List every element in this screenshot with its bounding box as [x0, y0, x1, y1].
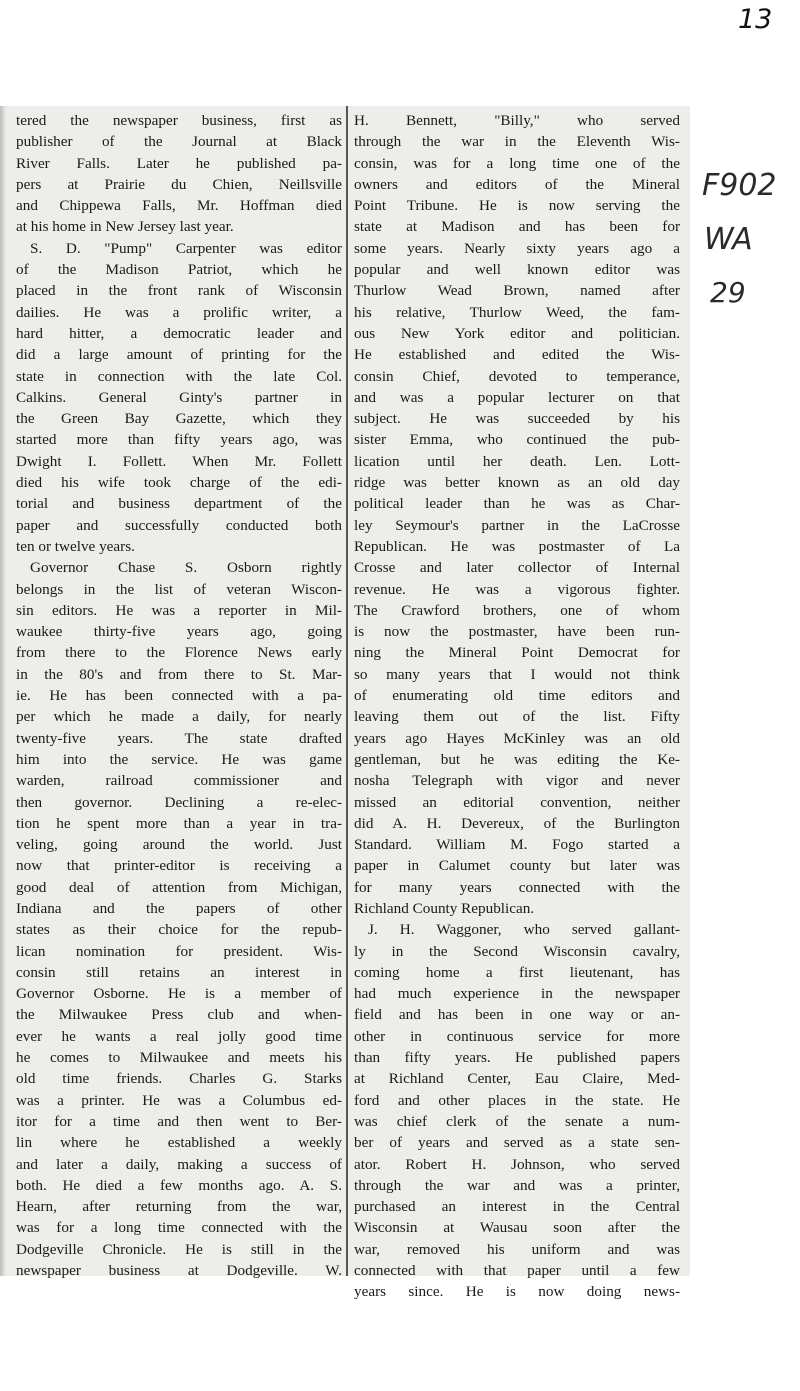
text-line: and later a daily, making a success of [16, 1155, 342, 1173]
text-line: placed in the front rank of Wisconsin [16, 282, 342, 300]
text-line: through the war in the Eleventh Wis- [354, 133, 680, 151]
text-line: then governor. Declining a re-elec- [16, 793, 342, 811]
text-line: pers at Prairie du Chien, Neillsville [16, 175, 342, 193]
margin-note-state: WA [704, 222, 753, 257]
text-line: of the Madison Patriot, which he [16, 261, 342, 279]
text-line: consin Chief, devoted to temperance, [354, 367, 680, 385]
text-line: Indiana and the papers of other [16, 899, 342, 917]
text-line: S. D. "Pump" Carpenter was editor [30, 239, 342, 257]
text-line: H. Bennett, "Billy," who served [354, 112, 680, 129]
text-line: state in connection with the late Col. [16, 367, 342, 385]
text-line: leaving them out of the list. Fifty [354, 708, 680, 726]
text-line: Dwight I. Follett. When Mr. Follett [16, 452, 342, 470]
text-line: state at Madison and has been for [354, 218, 680, 236]
text-line: per which he made a daily, for nearly [16, 708, 342, 726]
text-line: through the war and was a printer, [354, 1176, 680, 1194]
text-line: Governor Osborne. He is a member of [16, 985, 342, 1003]
text-line: waukee thirty-five years ago, going [16, 623, 342, 641]
text-line: he comes to Milwaukee and meets his [16, 1049, 342, 1067]
text-line: ly in the Second Wisconsin cavalry, [354, 942, 680, 960]
text-line: coming home a first lieutenant, has [354, 963, 680, 981]
text-line: lication until her death. Len. Lott- [354, 452, 680, 470]
text-line: other in continuous service for more [354, 1027, 680, 1045]
text-line: at Richland Center, Eau Claire, Med- [354, 1070, 680, 1088]
text-line: the Milwaukee Press club and when- [16, 1006, 342, 1024]
text-line: torial and business department of the [16, 495, 342, 513]
text-line: ridge was better known as an old day [354, 474, 680, 492]
text-line: in the 80's and from there to St. Mar- [16, 665, 342, 683]
text-line: some years. Nearly sixty years ago a [354, 239, 680, 257]
article-column-left [16, 110, 342, 1280]
text-line: for many years connected with the [354, 878, 680, 896]
text-line: J. H. Waggoner, who served gallant- [368, 921, 680, 939]
text-line: of enumerating old time editors and [354, 687, 680, 705]
text-line: hard hitter, a democratic leader and [16, 324, 342, 342]
margin-note-number: 29 [710, 276, 746, 309]
text-line: ous New York editor and politician. [354, 324, 680, 342]
text-line: his relative, Thurlow Weed, the fam- [354, 303, 680, 321]
text-line: so many years that I would not think [354, 665, 680, 683]
text-line: ford and other places in the state. He [354, 1091, 680, 1109]
text-line: and Chippewa Falls, Mr. Hoffman died [16, 197, 342, 215]
text-line: warden, railroad commissioner and [16, 772, 342, 790]
text-line: ator. Robert H. Johnson, who served [354, 1155, 680, 1173]
text-line: owners and editors of the Mineral [354, 175, 680, 193]
text-line: Hearn, after returning from the war, [16, 1198, 342, 1216]
text-line: Governor Chase S. Osborn rightly [30, 559, 342, 577]
text-line: lican nomination for president. Wis- [16, 942, 342, 960]
text-line: Thurlow Wead Brown, named after [354, 282, 680, 300]
text-line: The Crawford brothers, one of whom [354, 601, 680, 619]
text-line: started more than fifty years ago, was [16, 431, 342, 449]
text-line: Point Tribune. He is now serving the [354, 197, 680, 215]
text-line: Dodgeville Chronicle. He is still in the [16, 1240, 342, 1258]
article-column-right [354, 110, 680, 1301]
text-line: missed an editorial convention, neither [354, 793, 680, 811]
text-line: old time friends. Charles G. Starks [16, 1070, 342, 1088]
text-line: ber of years and served as a state sen- [354, 1134, 680, 1152]
text-line: both. He died a few months ago. A. S. [16, 1176, 342, 1194]
text-line: paper in Calumet county but later was [354, 857, 680, 875]
text-line: war, removed his uniform and was [354, 1240, 680, 1258]
text-line: years ago Hayes McKinley was an old [354, 729, 680, 747]
text-line: was for a long time connected with the [16, 1219, 342, 1237]
text-line: newspaper business at Dodgeville. W. [16, 1262, 342, 1280]
text-line: popular and well known editor was [354, 261, 680, 279]
text-line: lin where he established a weekly [16, 1134, 342, 1152]
text-line: than fifty years. He published papers [354, 1049, 680, 1067]
text-line: had much experience in the newspaper [354, 985, 680, 1003]
text-line: itor for a time and then went to Ber- [16, 1112, 342, 1130]
text-line: tion he spent more than a year in tra- [16, 814, 342, 832]
text-line: political leader than he was as Char- [354, 495, 680, 513]
column-divider [346, 106, 348, 1276]
text-line: twenty-five years. The state drafted [16, 729, 342, 747]
text-line: River Falls. Later he published pa- [16, 154, 342, 172]
text-line: did A. H. Devereux, of the Burlington [354, 814, 680, 832]
text-line: He established and edited the Wis- [354, 346, 680, 364]
text-line: paper and successfully conducted both [16, 516, 342, 534]
text-line: ning the Mineral Point Democrat for [354, 644, 680, 662]
text-line: publisher of the Journal at Black [16, 133, 342, 151]
text-line: sister Emma, who continued the pub- [354, 431, 680, 449]
text-line: ever he wants a real jolly good time [16, 1027, 342, 1045]
text-line: veling, going around the world. Just [16, 836, 342, 854]
clipping-shadow-edge [0, 106, 6, 1276]
text-line: from there to the Florence News early [16, 644, 342, 662]
text-line: did a large amount of printing for the [16, 346, 342, 364]
text-line: the Green Bay Gazette, which they [16, 410, 342, 428]
text-line: good deal of attention from Michigan, [16, 878, 342, 896]
text-line: Calkins. General Ginty's partner in [16, 388, 342, 406]
text-line: Crosse and later collector of Internal [354, 559, 680, 577]
text-line: ley Seymour's partner in the LaCrosse [354, 516, 680, 534]
text-line: states as their choice for the repub- [16, 921, 342, 939]
text-line: Republican. He was postmaster of La [354, 537, 680, 555]
text-line: is now the postmaster, have been run- [354, 623, 680, 641]
text-line: at his home in New Jersey last year. [16, 218, 234, 236]
text-line: died his wife took charge of the edi- [16, 474, 342, 492]
text-line: tered the newspaper business, first as [16, 112, 342, 129]
margin-note-catalog: F902 [702, 168, 777, 203]
text-line: gentleman, but he was editing the Ke- [354, 750, 680, 768]
page-number: 13 [738, 4, 773, 35]
text-line: belongs in the list of veteran Wiscon- [16, 580, 342, 598]
text-line: field and has been in one way or an- [354, 1006, 680, 1024]
text-line: Wisconsin at Wausau soon after the [354, 1219, 680, 1237]
text-line: ten or twelve years. [16, 537, 135, 555]
text-line: was a printer. He was a Columbus ed- [16, 1091, 342, 1109]
text-line: connected with that paper until a few [354, 1262, 680, 1280]
text-line: Standard. William M. Fogo started a [354, 836, 680, 854]
text-line: ie. He has been connected with a pa- [16, 687, 342, 705]
text-line: revenue. He was a vigorous fighter. [354, 580, 680, 598]
text-line: dailies. He was a prolific writer, a [16, 303, 342, 321]
text-line: purchased an interest in the Central [354, 1198, 680, 1216]
text-line: subject. He was succeeded by his [354, 410, 680, 428]
text-line: consin, was for a long time one of the [354, 154, 680, 172]
text-line: Richland County Republican. [354, 899, 535, 917]
text-line: sin editors. He was a reporter in Mil- [16, 601, 342, 619]
text-line: him into the service. He was game [16, 750, 342, 768]
text-line: and was a popular lecturer on that [354, 388, 680, 406]
text-line: nosha Telegraph with vigor and never [354, 772, 680, 790]
text-line: was chief clerk of the senate a num- [354, 1112, 680, 1130]
text-line: now that printer-editor is receiving a [16, 857, 342, 875]
text-line: years since. He is now doing news- [354, 1283, 680, 1301]
text-line: consin still retains an interest in [16, 963, 342, 981]
